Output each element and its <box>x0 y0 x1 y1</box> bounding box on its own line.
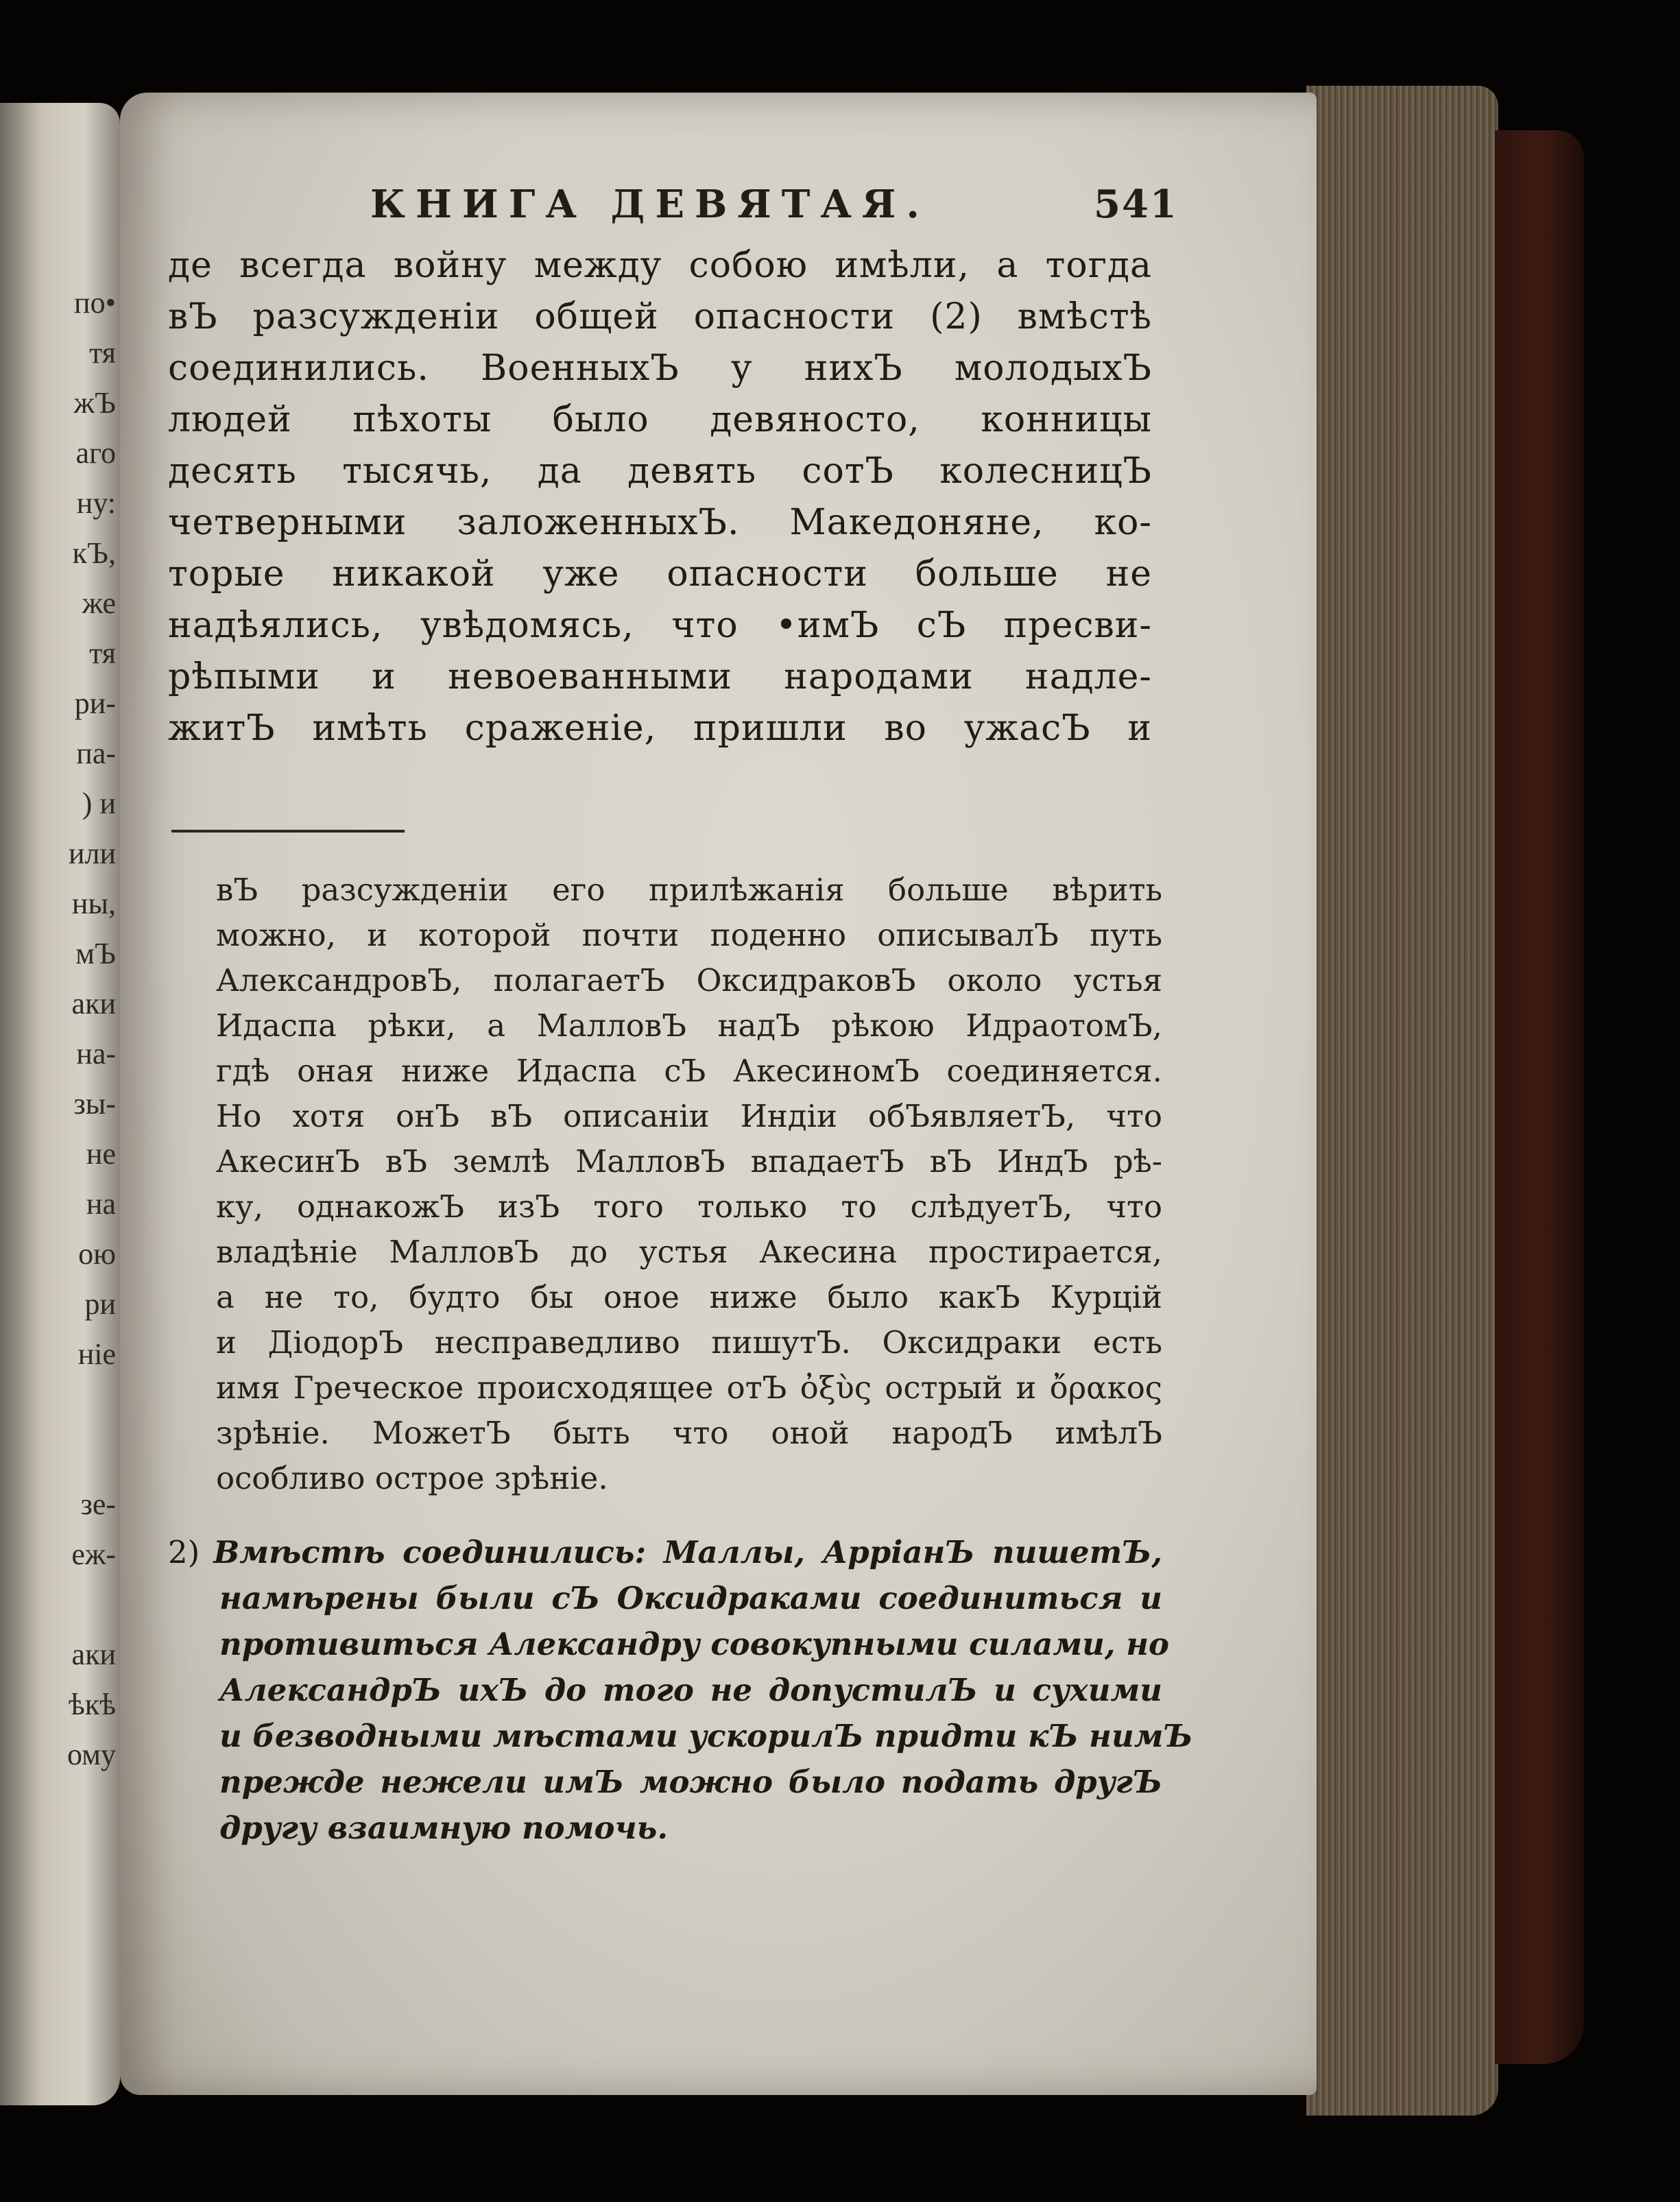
left-fragment: ѣкѣ <box>68 1688 116 1721</box>
footnote-line: другу взаимную помочь. <box>219 1810 668 1846</box>
footnote-line: прежде нежели имЪ можно было подать другЪ <box>219 1764 1162 1800</box>
left-fragment: или <box>68 837 116 870</box>
left-fragment: ) и <box>82 787 116 820</box>
left-fragment: же <box>82 586 116 620</box>
footnote-line: АкесинЪ вЪ землѣ МалловЪ впадаетЪ вЪ ИндЪ рѣ- <box>216 1143 1162 1180</box>
text-line: десять тысячь, да девять сотЪ колесницЪ <box>168 451 1152 492</box>
left-fragment: па- <box>76 737 116 770</box>
footnote-line: и безводными мѣстами ускорилЪ придти кЪ нимЪ <box>219 1718 1193 1754</box>
left-fragment: мЪ <box>75 937 116 970</box>
left-fragment: на- <box>76 1037 116 1070</box>
left-fragment <box>0 1579 116 1629</box>
book-cover-edge <box>1495 130 1584 2064</box>
left-page-text-fragments <box>0 278 116 1780</box>
left-fragment: ніе <box>77 1337 116 1371</box>
left-fragment: тя <box>89 336 116 370</box>
footnote-continued <box>216 867 1162 1501</box>
footnote-line: владѣніе МалловЪ до устья Акесина простирается, <box>216 1234 1162 1270</box>
footnote-line: АлександрЪ ихЪ до того не допустилЪ и сухими <box>219 1672 1162 1708</box>
text-line: торые никакой уже опасности больше не <box>168 553 1152 595</box>
left-fragment: на <box>86 1187 116 1221</box>
footnote-line: особливо острое зрѣніе. <box>216 1460 608 1496</box>
left-fragment: ри- <box>74 686 116 720</box>
footnote-2 <box>168 1529 1193 1851</box>
left-fragment: ою <box>78 1237 116 1271</box>
left-fragment: ну: <box>76 486 116 520</box>
page-fore-edge <box>1306 86 1498 2116</box>
left-fragment: жЪ <box>73 386 116 420</box>
footnote-line: АлександровЪ, полагаетЪ ОксидраковЪ около устья <box>216 962 1162 998</box>
left-fragment: не <box>86 1137 116 1171</box>
text-line: людей пѣхоты было девяносто, конницы <box>168 399 1152 440</box>
text-line: де всегда войну между собою имѣли, а тогда <box>168 245 1152 286</box>
facing-left-page <box>0 103 120 2105</box>
left-fragment: зы- <box>73 1087 116 1121</box>
left-fragment: еж- <box>71 1537 116 1571</box>
left-fragment <box>0 1429 116 1479</box>
text-line: житЪ имѣть сраженіе, пришли во ужасЪ и <box>168 708 1152 749</box>
footnote-divider <box>171 830 405 833</box>
footnote-line-text: Вмѣстѣ соединились: Маллы, АрріанЪ пишетЪ, <box>213 1534 1162 1570</box>
left-fragment: кЪ, <box>72 536 116 570</box>
footnote-line: зрѣніе. МожетЪ быть что оной народЪ имѣлЪ <box>216 1415 1162 1451</box>
left-fragment: ри <box>84 1287 116 1321</box>
footnote-line: Идаспа рѣки, а МалловЪ надЪ рѣкою ИдраотомЪ, <box>216 1007 1162 1044</box>
footnote-line <box>168 1529 1162 1575</box>
text-line: четверными заложенныхЪ. Македоняне, ко- <box>168 502 1152 543</box>
footnote-marker: 2) <box>168 1534 200 1570</box>
left-fragment: зе- <box>80 1487 116 1521</box>
text-line: рѣпыми и невоеванными народами надле- <box>168 656 1152 697</box>
footnote-line: гдѣ оная ниже Идаспа сЪ АкесиномЪ соединяется. <box>216 1053 1162 1089</box>
footnote-line: вЪ разсужденіи его прилѣжанія больше вѣрить <box>216 872 1162 908</box>
left-fragment: ому <box>67 1738 116 1771</box>
left-fragment: аки <box>71 1638 116 1671</box>
text-line: надѣялись, увѣдомясь, что •имЪ сЪ пресви- <box>168 605 1152 646</box>
footnote-line: намѣрены были сЪ Оксидраками соединиться и <box>219 1580 1162 1616</box>
left-fragment: аго <box>75 436 116 470</box>
main-text-block <box>168 240 1152 754</box>
footnote-line: Но хотя онЪ вЪ описаніи Индіи обЪявляетЪ, что <box>216 1098 1162 1134</box>
left-fragment <box>0 1379 116 1429</box>
footnote-line: а не то, будто бы оное ниже было какЪ Курцій <box>216 1279 1162 1315</box>
left-fragment: аки <box>71 987 116 1020</box>
left-fragment: ны, <box>71 887 116 920</box>
left-fragment: тя <box>89 636 116 670</box>
footnote-line: и ДіодорЪ несправедливо пишутЪ. Оксидраки есть <box>216 1324 1162 1361</box>
left-fragment: по• <box>74 286 116 320</box>
footnote-line: можно, и которой почти поденно описывалЪ путь <box>216 917 1162 953</box>
footnote-line: противиться Александру совокупными силами, но <box>219 1626 1170 1662</box>
text-line: вЪ разсужденіи общей опасности (2) вмѣстѣ <box>168 296 1152 337</box>
page-number: 541 <box>1094 182 1178 227</box>
footnote-line: ку, однакожЪ изЪ того только то слѣдуетЪ, что <box>216 1188 1162 1225</box>
text-line: соединились. ВоенныхЪ у нихЪ молодыхЪ <box>168 348 1152 389</box>
running-head: КНИГА ДЕВЯТАЯ. <box>370 182 930 227</box>
footnote-line: имя Греческое происходящее отЪ ὀξὺς острый и ὄρακος <box>216 1369 1162 1406</box>
